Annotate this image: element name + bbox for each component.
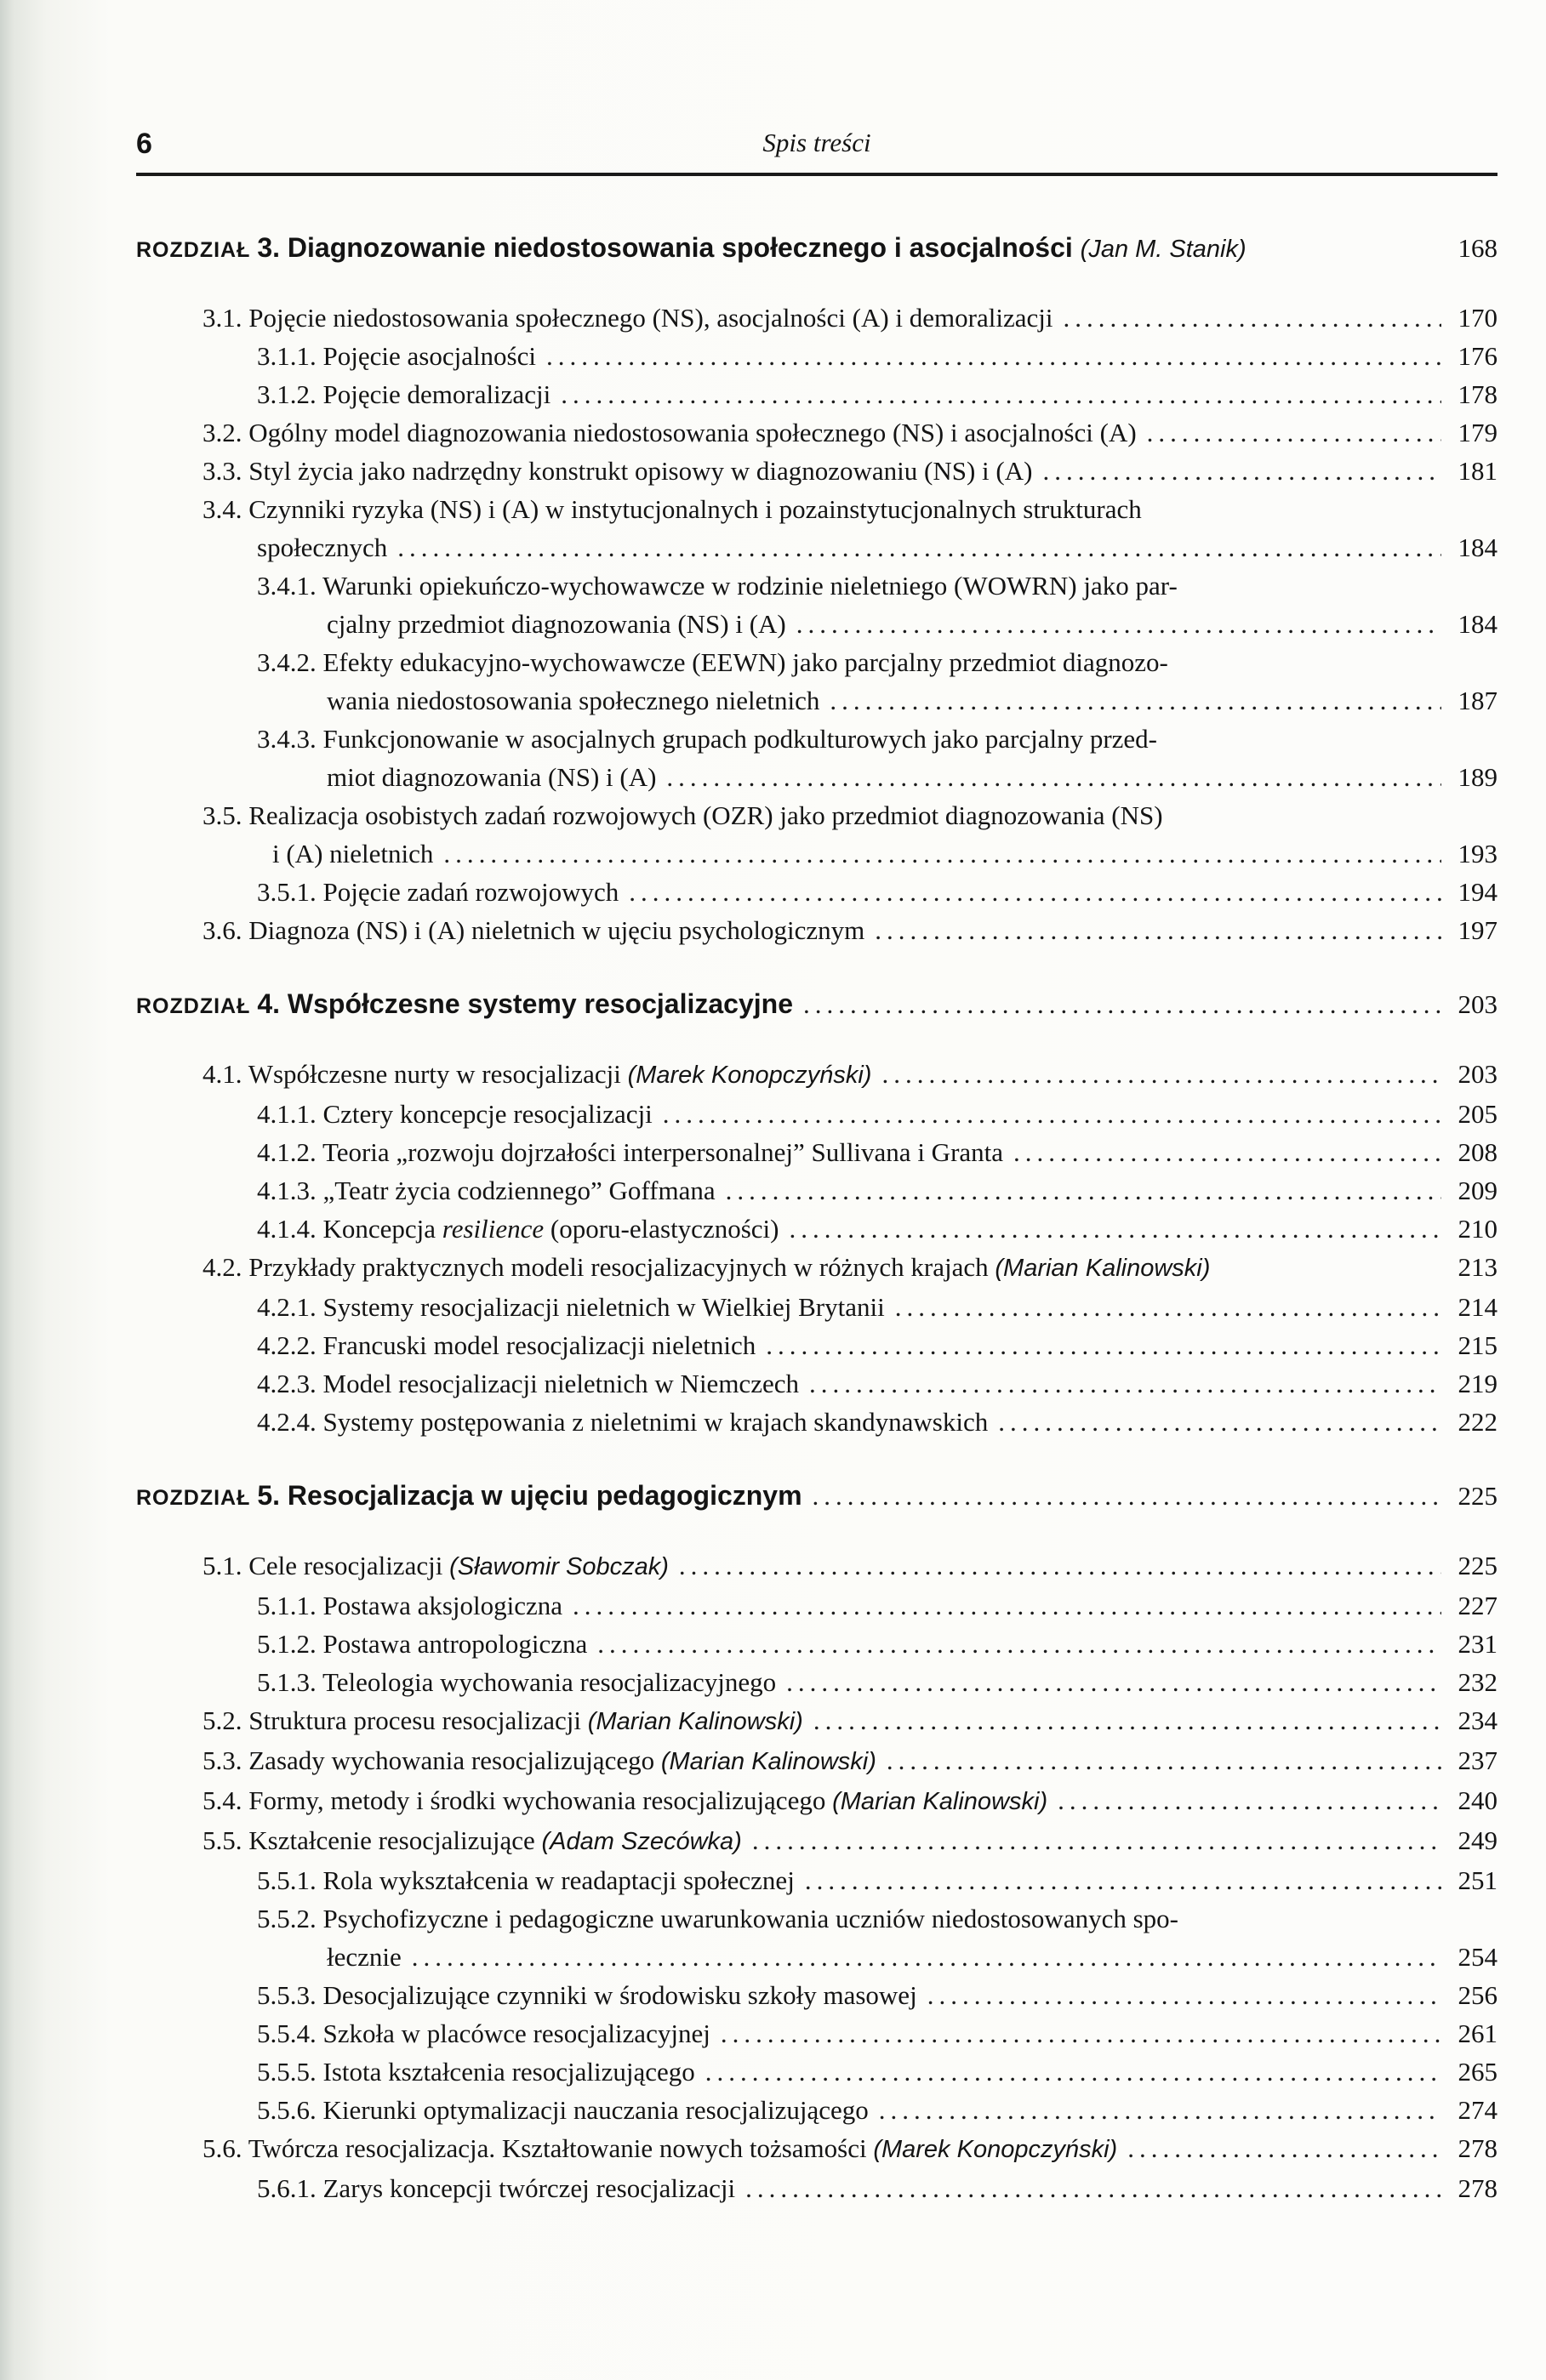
toc-entry <box>136 452 1498 490</box>
dot-leader <box>796 605 1441 643</box>
page-number: 274 <box>1458 2095 1498 2125</box>
toc-entry <box>136 1821 1498 1861</box>
page-number: 249 <box>1458 1825 1498 1855</box>
text-segment: wania niedostosowania społecznego nieletnich <box>327 686 820 715</box>
entry-text <box>257 1899 1178 1938</box>
toc-entry <box>136 834 1498 873</box>
entry-text <box>257 375 551 413</box>
dot-leader <box>879 2091 1441 2129</box>
dot-leader <box>1127 2129 1441 2167</box>
dot-leader <box>443 834 1441 873</box>
page-number: 176 <box>1458 341 1498 371</box>
page-number: 170 <box>1458 303 1498 333</box>
dot-leader <box>561 375 1441 413</box>
toc-entry <box>136 911 1498 949</box>
toc-entry <box>136 567 1498 605</box>
dot-leader <box>998 1403 1441 1441</box>
entry-text <box>257 2091 869 2129</box>
page-number-header: 6 <box>136 128 152 160</box>
page-number: 213 <box>1458 1252 1498 1282</box>
entry-text <box>257 643 1168 681</box>
toc-entry <box>136 1781 1498 1821</box>
toc-entry <box>136 873 1498 911</box>
toc-entry <box>136 2014 1498 2053</box>
toc-entry <box>136 758 1498 796</box>
entry-text <box>327 1938 402 1976</box>
text-segment: 4.2.2. Francuski model resocjalizacji nieletnich <box>257 1330 756 1360</box>
dot-leader <box>1063 299 1441 337</box>
text-segment: 5.1.1. Postawa aksjologiczna <box>257 1591 563 1620</box>
text-segment: miot diagnozowania (NS) i (A) <box>327 762 657 792</box>
text-segment: łecznie <box>327 1942 402 1972</box>
toc-entry <box>136 796 1498 834</box>
entry-text <box>257 2169 735 2207</box>
dot-leader <box>705 2053 1441 2091</box>
entry-text <box>203 1701 803 1741</box>
page-number: 231 <box>1458 1629 1498 1659</box>
text-segment: ROZDZIAŁ <box>136 994 258 1018</box>
toc-entry <box>136 375 1498 413</box>
toc-entry <box>136 1741 1498 1781</box>
text-segment: 3.4.2. Efekty edukacyjno-wychowawcze (EEWN) jako parcjalny przedmiot diagnozo- <box>257 647 1168 677</box>
text-segment: 4.1.2. Teoria „rozwoju dojrzałości interpersonalnej” Sullivana i Granta <box>257 1137 1004 1167</box>
text-segment: (Sławomir Sobczak) <box>449 1553 669 1580</box>
text-segment: 3.4.3. Funkcjonowanie w asocjalnych grupach podkulturowych jako parcjalny przed- <box>257 724 1157 754</box>
toc-entry <box>136 1288 1498 1326</box>
text-segment: 5.3. Zasady wychowania resocjalizującego <box>203 1745 661 1775</box>
entry-text <box>136 985 793 1026</box>
dot-leader <box>895 1288 1441 1326</box>
dot-leader <box>1147 413 1441 452</box>
entry-text <box>257 1976 917 2014</box>
page-number: 219 <box>1458 1369 1498 1398</box>
entry-text <box>257 2053 695 2091</box>
dot-leader <box>629 873 1441 911</box>
page-number: 225 <box>1458 1481 1498 1511</box>
toc-entry <box>136 720 1498 758</box>
page-number: 278 <box>1458 2173 1498 2203</box>
text-segment: 4.1.1. Cztery koncepcje resocjalizacji <box>257 1099 653 1129</box>
text-segment: 5.1.2. Postawa antropologiczna <box>257 1629 588 1659</box>
dot-leader <box>887 1741 1441 1779</box>
toc-entry <box>136 1976 1498 2014</box>
page-number: 178 <box>1458 379 1498 409</box>
text-segment: 5.1.3. Teleologia wychowania resocjalizacyjnego <box>257 1667 777 1697</box>
text-segment: 5.5.1. Rola wykształcenia w readaptacji społecznej <box>257 1865 795 1895</box>
text-segment: (Jan M. Stanik) <box>1080 236 1246 263</box>
toc-entry <box>136 1899 1498 1938</box>
text-segment: 4.2.3. Model resocjalizacji nieletnich w Niemczech <box>257 1369 799 1398</box>
page-number: 193 <box>1458 839 1498 868</box>
text-segment: 5.5.5. Istota kształcenia resocjalizującego <box>257 2057 695 2087</box>
entry-text <box>203 911 864 949</box>
page-number: 189 <box>1458 762 1498 792</box>
page-number: 210 <box>1458 1214 1498 1244</box>
page-number: 214 <box>1458 1292 1498 1322</box>
dot-leader <box>666 758 1441 796</box>
toc-entry <box>136 1210 1498 1248</box>
toc-entry <box>136 1938 1498 1976</box>
page-number: 265 <box>1458 2057 1498 2087</box>
toc-entry <box>136 681 1498 720</box>
entry-text <box>203 490 1142 528</box>
text-segment: 5.2. Struktura procesu resocjalizacji <box>203 1705 588 1735</box>
dot-leader <box>412 1938 1441 1976</box>
dot-leader <box>830 681 1441 720</box>
page-number: 203 <box>1458 1059 1498 1089</box>
text-segment: 5. Resocjalizacja w ujęciu pedagogicznym <box>257 1480 802 1511</box>
text-segment: cjalny przedmiot diagnozowania (NS) i (A) <box>327 609 786 639</box>
entry-text <box>257 720 1157 758</box>
entry-text <box>203 299 1053 337</box>
toc-entry <box>136 605 1498 643</box>
text-segment: 5.6.1. Zarys koncepcji twórczej resocjalizacji <box>257 2173 736 2203</box>
dot-leader <box>397 528 1441 567</box>
text-segment: 5.5. Kształcenie resocjalizujące <box>203 1825 542 1855</box>
dot-leader <box>881 1055 1441 1093</box>
entry-text <box>257 1403 988 1441</box>
toc-entry <box>136 490 1498 528</box>
page-number: 234 <box>1458 1705 1498 1735</box>
entry-text <box>203 1546 669 1586</box>
toc-entry <box>136 643 1498 681</box>
page-title: Spis treści <box>762 128 871 157</box>
page-number: 222 <box>1458 1407 1498 1437</box>
entry-text <box>257 1364 799 1403</box>
page-number: 184 <box>1458 609 1498 639</box>
toc-list <box>136 229 1498 2207</box>
text-segment: 3.1.1. Pojęcie asocjalności <box>257 341 536 371</box>
entry-text <box>257 1210 779 1248</box>
toc-entry <box>136 299 1498 337</box>
toc-entry <box>136 1701 1498 1741</box>
text-segment: 4.1.3. „Teatr życia codziennego” Goffmana <box>257 1176 716 1205</box>
text-segment: 3.4. Czynniki ryzyka (NS) i (A) w instytucjonalnych i pozainstytucjonalnych strukturach <box>203 494 1142 524</box>
chapter-heading <box>136 1477 1498 1517</box>
page-number: 187 <box>1458 686 1498 715</box>
text-segment: (Marian Kalinowski) <box>995 1255 1211 1282</box>
entry-text <box>136 229 1246 270</box>
text-segment: 4.1.4. Koncepcja <box>257 1214 442 1244</box>
entry-text <box>257 337 536 375</box>
dot-leader <box>875 911 1441 949</box>
text-segment: 3.5.1. Pojęcie zadań rozwojowych <box>257 877 619 907</box>
text-segment: (oporu-elastyczności) <box>544 1214 779 1244</box>
text-segment: (Marian Kalinowski) <box>832 1788 1048 1815</box>
entry-text <box>203 1248 1210 1288</box>
text-segment: 4.1. Współczesne nurty w resocjalizacji <box>203 1059 628 1089</box>
text-segment: 4.2.1. Systemy resocjalizacji nieletnich w Wielkiej Brytanii <box>257 1292 885 1322</box>
entry-text <box>327 605 786 643</box>
toc-entry <box>136 413 1498 452</box>
page-number: 261 <box>1458 2018 1498 2048</box>
text-segment: 4.2.4. Systemy postępowania z nieletnimi w krajach skandynawskich <box>257 1407 989 1437</box>
text-segment: (Marek Konopczyński) <box>627 1062 872 1089</box>
entry-text <box>257 567 1178 605</box>
page-number: 237 <box>1458 1745 1498 1775</box>
toc-entry <box>136 1248 1498 1288</box>
toc-entry <box>136 337 1498 375</box>
page-number: 240 <box>1458 1785 1498 1815</box>
text-segment: ROZDZIAŁ <box>136 238 258 262</box>
entry-text <box>257 1133 1003 1171</box>
text-segment: 3.6. Diagnoza (NS) i (A) nieletnich w ujęciu psychologicznym <box>203 915 865 945</box>
toc-entry <box>136 1364 1498 1403</box>
text-segment: (Marian Kalinowski) <box>587 1708 803 1735</box>
page-number: 197 <box>1458 915 1498 945</box>
text-segment: 3.3. Styl życia jako nadrzędny konstrukt opisowy w diagnozowaniu (NS) i (A) <box>203 456 1033 486</box>
toc-entry <box>136 2053 1498 2091</box>
dot-leader <box>752 1821 1441 1859</box>
dot-leader <box>597 1625 1441 1663</box>
entry-text <box>203 413 1137 452</box>
toc-entry <box>136 1095 1498 1133</box>
dot-leader <box>546 337 1441 375</box>
dot-leader <box>789 1210 1441 1248</box>
page-number: 215 <box>1458 1330 1498 1360</box>
entry-text <box>257 1663 776 1701</box>
entry-text <box>257 1625 587 1663</box>
toc-entry <box>136 1625 1498 1663</box>
dot-leader <box>573 1586 1441 1625</box>
entry-text <box>257 2014 710 2053</box>
text-segment: 3.1.2. Pojęcie demoralizacji <box>257 379 551 409</box>
toc-entry <box>136 1663 1498 1701</box>
entry-text <box>272 834 433 873</box>
dot-leader <box>766 1326 1441 1364</box>
toc-entry <box>136 1055 1498 1095</box>
text-segment: 5.5.4. Szkoła w placówce resocjalizacyjnej <box>257 2018 710 2048</box>
dot-leader <box>726 1171 1441 1210</box>
dot-leader <box>1058 1781 1441 1819</box>
page-number: 225 <box>1458 1551 1498 1580</box>
dot-leader <box>721 2014 1441 2053</box>
text-segment: 3.5. Realizacja osobistych zadań rozwojowych (OZR) jako przedmiot diagnozowania (NS) <box>203 800 1163 830</box>
chapter-heading <box>136 985 1498 1026</box>
page-number: 179 <box>1458 418 1498 447</box>
entry-text <box>203 1821 742 1861</box>
text-segment: 4. Współczesne systemy resocjalizacyjne <box>257 988 793 1019</box>
toc-entry <box>136 1546 1498 1586</box>
page-number: 232 <box>1458 1667 1498 1697</box>
page-number: 168 <box>1458 233 1498 263</box>
page-header <box>136 128 1498 176</box>
entry-text <box>203 796 1163 834</box>
toc-entry <box>136 1861 1498 1899</box>
toc-entry <box>136 1171 1498 1210</box>
text-segment: 3.1. Pojęcie niedostosowania społecznego (NS), asocjalności (A) i demoralizacji <box>203 303 1053 333</box>
text-segment: 3. Diagnozowanie niedostosowania społecznego i asocjalności <box>257 232 1081 263</box>
text-segment: 5.4. Formy, metody i środki wychowania resocjalizującego <box>203 1785 833 1815</box>
page-number: 209 <box>1458 1176 1498 1205</box>
dot-leader <box>809 1364 1441 1403</box>
entry-text <box>257 1288 885 1326</box>
page-number: 208 <box>1458 1137 1498 1167</box>
entry-text <box>257 1861 795 1899</box>
text-segment: (Marian Kalinowski) <box>660 1748 876 1775</box>
dot-leader <box>805 1861 1441 1899</box>
page-number: 278 <box>1458 2133 1498 2163</box>
dot-leader <box>663 1095 1441 1133</box>
chapter-heading <box>136 229 1498 270</box>
dot-leader <box>679 1546 1441 1585</box>
entry-text <box>203 2129 1117 2169</box>
dot-leader <box>813 1701 1441 1739</box>
dot-leader <box>813 1477 1441 1515</box>
text-segment: resilience <box>442 1214 545 1244</box>
text-segment: 4.2. Przykłady praktycznych modeli resocjalizacyjnych w różnych krajach <box>203 1252 995 1282</box>
text-segment: 3.4.1. Warunki opiekuńczo-wychowawcze w rodzinie nieletniego (WOWRN) jako par- <box>257 571 1178 601</box>
entry-text <box>257 1326 756 1364</box>
text-segment: 3.2. Ogólny model diagnozowania niedostosowania społecznego (NS) i asocjalności (A) <box>203 418 1137 447</box>
text-segment: ROZDZIAŁ <box>136 1486 258 1510</box>
entry-text <box>257 873 619 911</box>
page-number: 254 <box>1458 1942 1498 1972</box>
dot-leader <box>745 2169 1441 2207</box>
page-number: 251 <box>1458 1865 1498 1895</box>
page-number: 205 <box>1458 1099 1498 1129</box>
text-segment: i (A) nieletnich <box>272 839 434 868</box>
dot-leader <box>1013 1133 1441 1171</box>
dot-leader <box>927 1976 1441 2014</box>
toc-entry <box>136 1326 1498 1364</box>
entry-text <box>257 1171 716 1210</box>
text-segment: 5.5.6. Kierunki optymalizacji nauczania resocjalizującego <box>257 2095 869 2125</box>
entry-text <box>203 1055 871 1095</box>
entry-text <box>327 681 819 720</box>
page-number: 194 <box>1458 877 1498 907</box>
dot-leader <box>1042 452 1441 490</box>
toc-entry <box>136 528 1498 567</box>
toc-entry <box>136 1586 1498 1625</box>
toc-entry <box>136 2129 1498 2169</box>
text-segment: (Marek Konopczyński) <box>873 2136 1118 2163</box>
text-segment: 5.5.3. Desocjalizujące czynniki w środowisku szkoły masowej <box>257 1980 917 2010</box>
entry-text <box>203 452 1032 490</box>
toc-entry <box>136 2091 1498 2129</box>
entry-text <box>327 758 656 796</box>
text-segment: 5.6. Twórcza resocjalizacja. Kształtowanie nowych tożsamości <box>203 2133 874 2163</box>
entry-text <box>136 1477 802 1517</box>
text-segment: (Adam Szecówka) <box>541 1828 742 1855</box>
dot-leader <box>786 1663 1441 1701</box>
dot-leader <box>803 985 1441 1023</box>
page-number: 181 <box>1458 456 1498 486</box>
page-number: 227 <box>1458 1591 1498 1620</box>
page-number: 203 <box>1458 989 1498 1019</box>
entry-text <box>257 528 387 567</box>
text-segment: 5.1. Cele resocjalizacji <box>203 1551 450 1580</box>
text-segment: społecznych <box>257 532 388 562</box>
toc-entry <box>136 1133 1498 1171</box>
text-segment: 5.5.2. Psychofizyczne i pedagogiczne uwarunkowania uczniów niedostosowanych spo- <box>257 1904 1178 1933</box>
entry-text <box>203 1781 1047 1821</box>
page-number: 184 <box>1458 532 1498 562</box>
toc-entry <box>136 2169 1498 2207</box>
toc-entry <box>136 1403 1498 1441</box>
page-number: 256 <box>1458 1980 1498 2010</box>
entry-text <box>203 1741 876 1781</box>
entry-text <box>257 1586 562 1625</box>
entry-text <box>257 1095 653 1133</box>
